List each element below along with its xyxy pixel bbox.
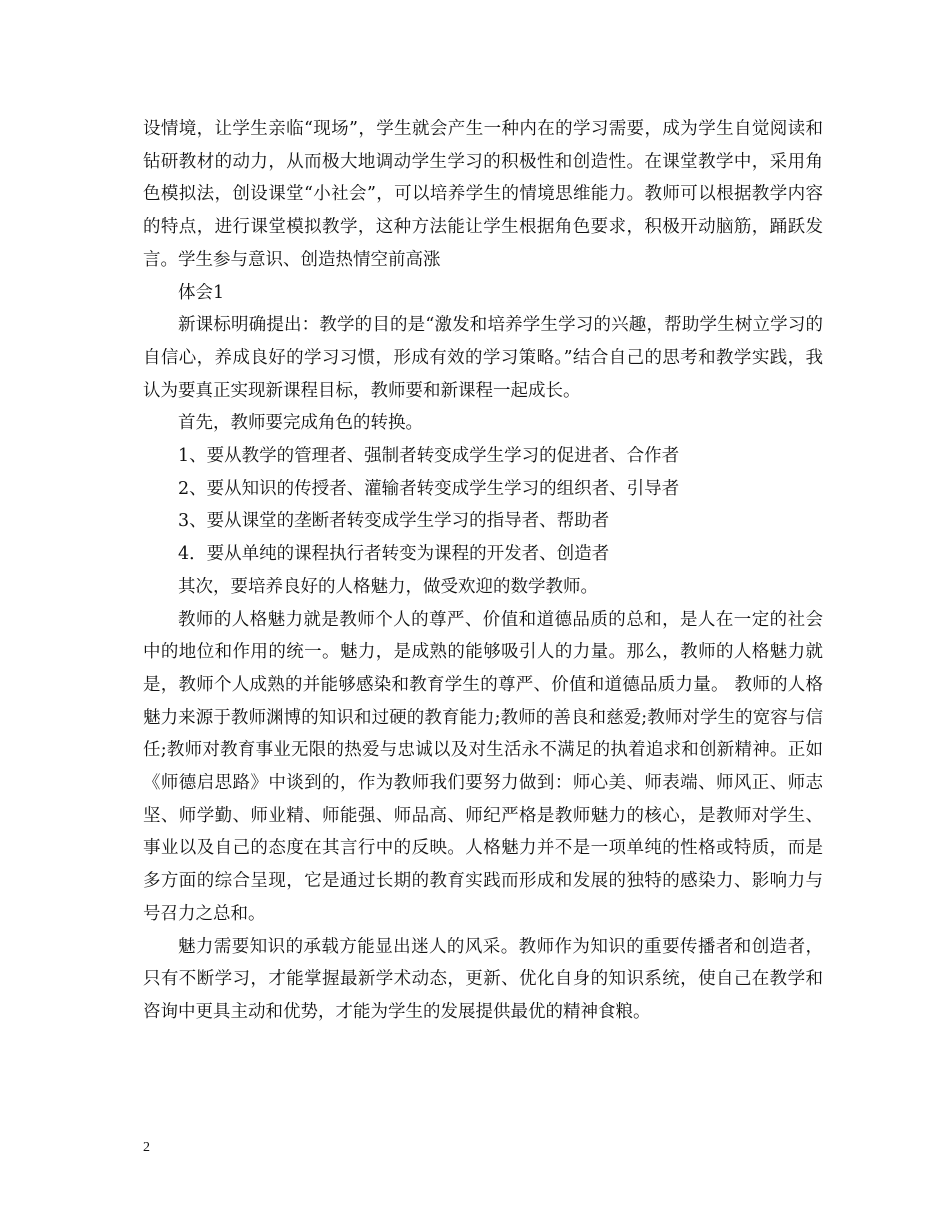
page-number: 2	[143, 1140, 150, 1155]
list-item: 2、要从知识的传授者、灌输者转变成学生学习的组织者、引导者	[178, 478, 680, 499]
list-item: 1、要从教学的管理者、强制者转变成学生学习的促进者、合作者	[178, 446, 680, 467]
paragraph-personality: 教师的人格魅力就是教师个人的尊严、价值和道德品质的总和，是人在一定的社会中的地位和作用的统一。魅力，是成熟的能够吸引人的力量。那么，教师的人格魅力就是，教师个人成熟的并能够感染和教育学生的尊严、价值和道德品质力量。 教师的人格魅力来源于教师渊博的知识和过硬的教育能力;教师的善良和慈爱;教师对学生的宽容与信任;教师对教育事业无限的热爱与忠诚以及对生活永不满足的执着追求和创新精神。正如《师德启思路》中谈到的，作为教师我们要努力做到：师心美、师表端、师风正、师志坚、师学勤、师业精、师能强、师品高、师纪严格是教师魅力的核心，是教师对学生、事业以及自己的态度在其言行中的反映。人格魅力并不是一项单纯的性格或特质，而是多方面的综合呈现，它是通过长期的教育实践而形成和发展的独特的感染力、影响力与号召力之总和。	[143, 609, 823, 924]
document-body	[143, 113, 823, 1029]
paragraph-knowledge: 魅力需要知识的承载方能显出迷人的风采。教师作为知识的重要传播者和创造者，只有不断学习，才能掌握最新学术动态，更新、优化自身的知识系统，使自己在教学和咨询中更具主动和优势，才能为学生的发展提供最优的精神食粮。	[143, 936, 823, 1022]
paragraph-curriculum: 新课标明确提出：教学的目的是“激发和培养学生学习的兴趣，帮助学生树立学习的自信心，养成良好的学习习惯，形成有效的学习策略。”结合自己的思考和教学实践，我认为要真正实现新课程目标，教师要和新课程一起成长。	[143, 315, 823, 401]
section-heading: 体会1	[178, 282, 225, 303]
paragraph-context: 设情境，让学生亲临“现场”，学生就会产生一种内在的学习需要，成为学生自觉阅读和钻研教材的动力，从而极大地调动学生学习的积极性和创造性。在课堂教学中，采用角色模拟法，创设课堂“小社会”，可以培养学生的情境思维能力。教师可以根据教学内容的特点，进行课堂模拟教学，这种方法能让学生根据角色要求，积极开动脑筋，踊跃发言。学生参与意识、创造热情空前高涨	[143, 119, 823, 270]
paragraph-first-point: 首先，教师要完成角色的转换。	[178, 413, 423, 434]
list-item: 4．要从单纯的课程执行者转变为课程的开发者、创造者	[178, 544, 610, 565]
paragraph-second-point: 其次，要培养良好的人格魅力，做受欢迎的数学教师。	[178, 576, 598, 597]
list-item: 3、要从课堂的垄断者转变成学生学习的指导者、帮助者	[178, 511, 610, 532]
